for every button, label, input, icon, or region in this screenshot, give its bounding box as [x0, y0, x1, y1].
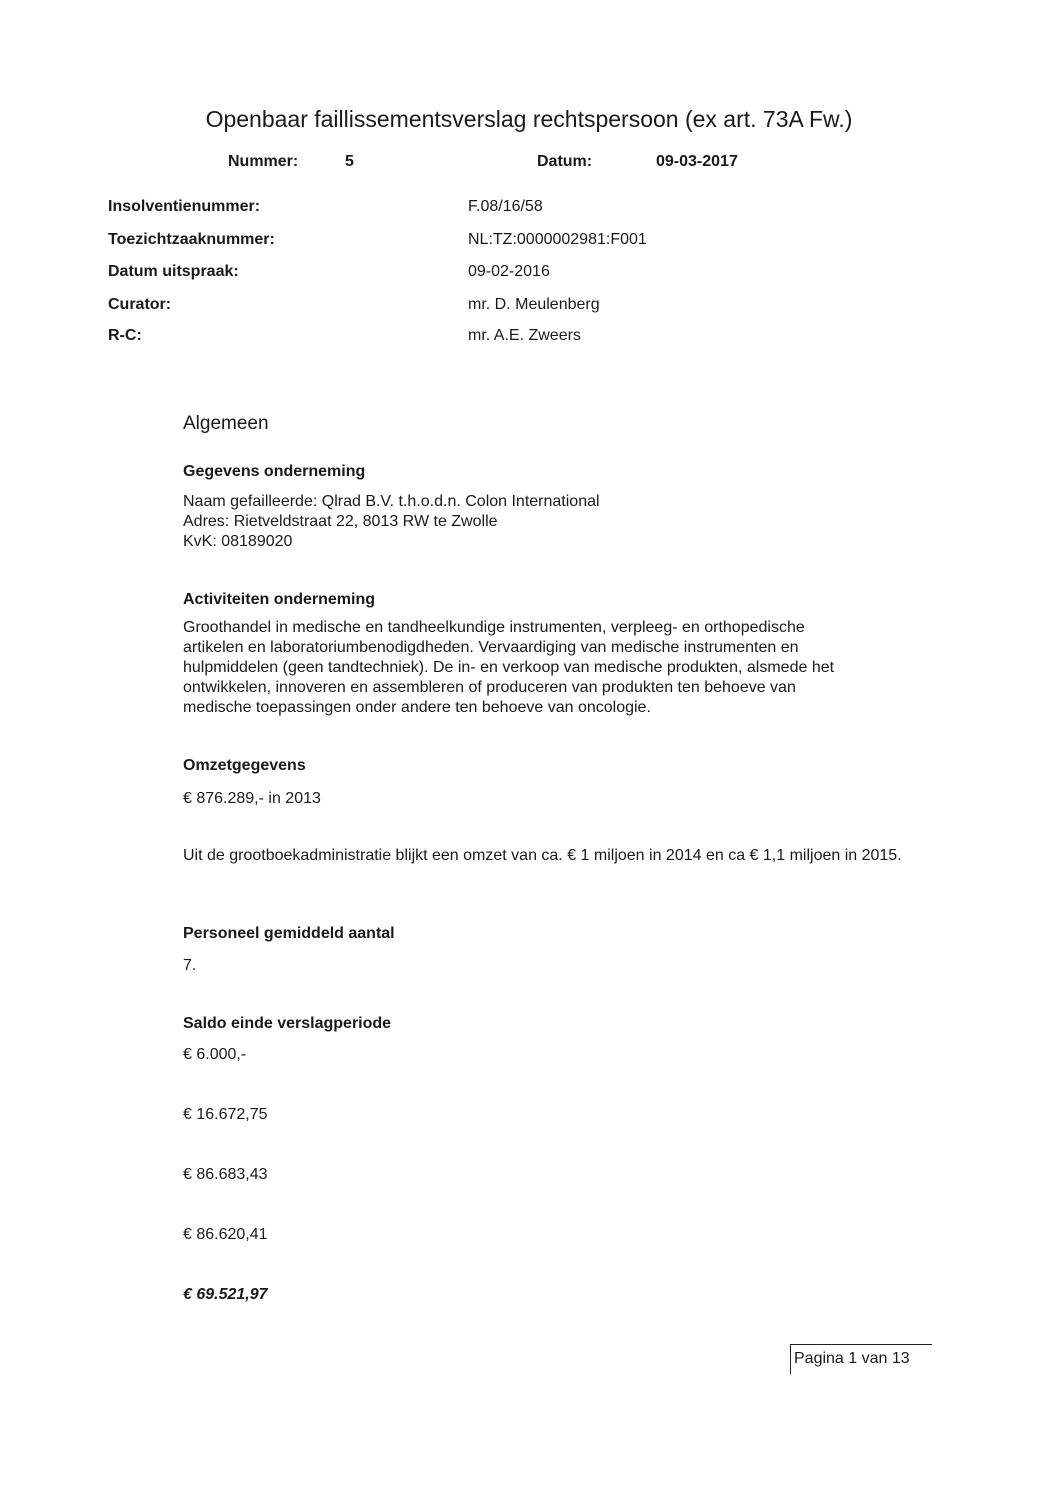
datum-uitspraak-value: 09-02-2016 [468, 263, 550, 280]
datum-value: 09-03-2017 [656, 153, 738, 170]
saldo-value-current: € 69.521,97 [183, 1286, 268, 1303]
omzet-value: € 876.289,- in 2013 [183, 790, 321, 807]
activiteiten-line: artikelen en laboratoriumbenodigdheden. Vervaardiging van medische instrumenten en [183, 639, 799, 656]
rc-value: mr. A.E. Zweers [468, 327, 581, 344]
toezichtzaaknummer-label: Toezichtzaaknummer: [108, 231, 275, 248]
personeel-heading: Personeel gemiddeld aantal [183, 925, 395, 942]
insolventienummer-label: Insolventienummer: [108, 198, 261, 215]
activiteiten-heading: Activiteiten onderneming [183, 591, 376, 608]
activiteiten-line: hulpmiddelen (geen tandtechniek). De in- en verkoop van medische produkten, alsmede het [183, 659, 835, 676]
page-number: Pagina 1 van 13 [794, 1350, 910, 1367]
saldo-value: € 6.000,- [183, 1046, 247, 1063]
datum-uitspraak-label: Datum uitspraak: [108, 263, 239, 280]
personeel-value: 7. [183, 957, 197, 974]
nummer-value: 5 [345, 153, 354, 170]
gegevens-heading: Gegevens onderneming [183, 463, 366, 480]
activiteiten-line: ontwikkelen, innoveren en assembleren of produceren van produkten ten behoeve van [183, 679, 796, 696]
gegevens-line: Naam gefailleerde: Qlrad B.V. t.h.o.d.n. Colon International [183, 493, 600, 510]
section-title: Algemeen [183, 413, 269, 434]
gegevens-line: KvK: 08189020 [183, 533, 293, 550]
saldo-value: € 86.620,41 [183, 1226, 268, 1243]
saldo-value: € 86.683,43 [183, 1166, 268, 1183]
activiteiten-line: Groothandel in medische en tandheelkundige instrumenten, verpleeg- en orthopedische [183, 619, 805, 636]
saldo-value: € 16.672,75 [183, 1106, 268, 1123]
rc-label: R-C: [108, 327, 142, 344]
insolventienummer-value: F.08/16/58 [468, 198, 543, 215]
omzet-heading: Omzetgegevens [183, 757, 306, 774]
document-title: Openbaar faillissementsverslag rechtspersoon (ex art. 73A Fw.) [205, 106, 853, 132]
omzet-note: Uit de grootboekadministratie blijkt een omzet van ca. € 1 miljoen in 2014 en ca € 1,1 miljoen in 2015. [183, 847, 902, 864]
activiteiten-line: medische toepassingen onder andere ten behoeve van oncologie. [183, 699, 651, 716]
toezichtzaaknummer-value: NL:TZ:0000002981:F001 [468, 231, 647, 248]
nummer-label: Nummer: [228, 153, 299, 170]
saldo-heading: Saldo einde verslagperiode [183, 1015, 392, 1032]
datum-label: Datum: [537, 153, 593, 170]
gegevens-line: Adres: Rietveldstraat 22, 8013 RW te Zwolle [183, 513, 498, 530]
curator-label: Curator: [108, 296, 172, 313]
curator-value: mr. D. Meulenberg [468, 296, 600, 313]
